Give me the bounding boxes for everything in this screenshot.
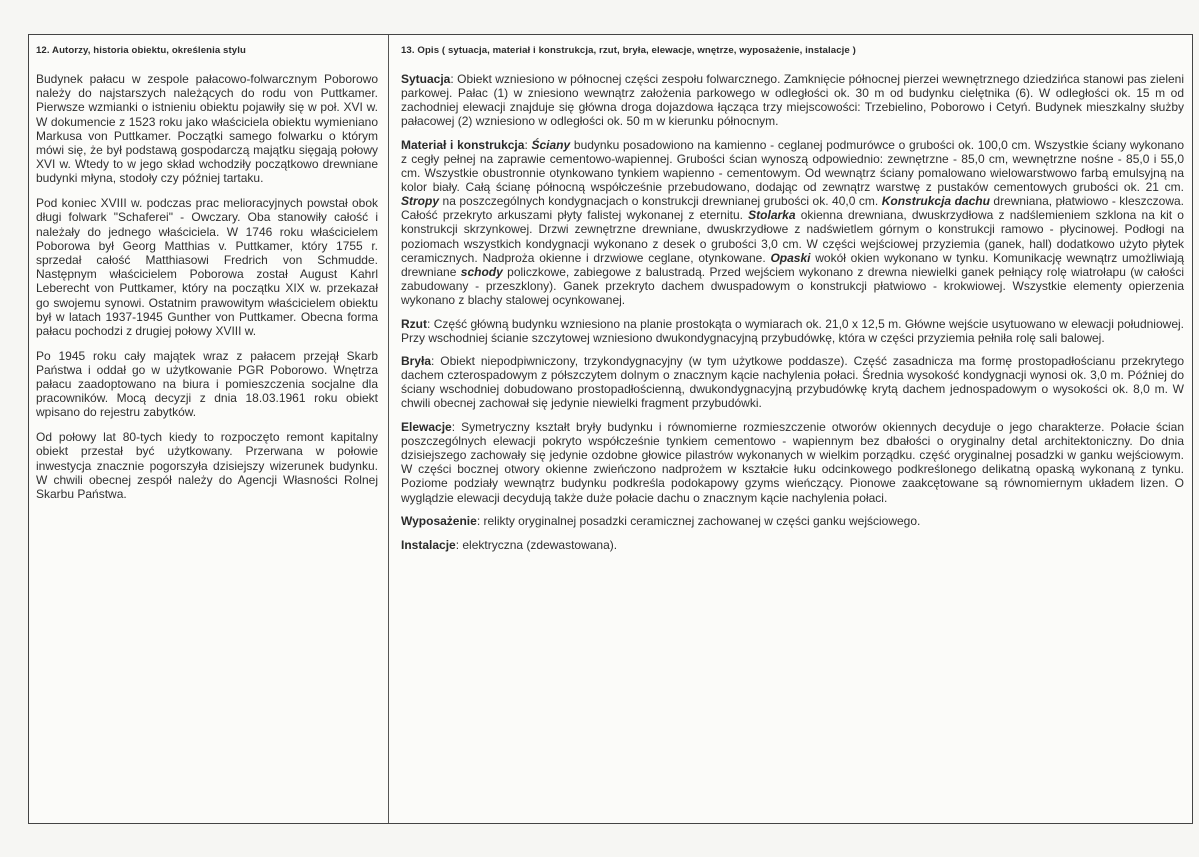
description-heading: 13. Opis ( sytuacja, materiał i konstrukcja, rzut, bryła, elewacje, wnętrze, wyposażenie, instalacje ) — [401, 45, 856, 56]
section-material — [401, 138, 1184, 307]
section-sytuacja — [401, 72, 1184, 128]
section-text: policzkowe, zabiegowe z balustradą. Przed wejściem wykonano z drewna niewielki ganek pełniący rolę wiatrołapu (w całości zabudowany - przeszklony). Ganek przekryto dachem dwuspadowym o konstrukcji płatwiowo - krokwiowej. Wszystkie elementy opierzenia wykonano z blachy stalowej ocynkowanej. — [401, 264, 1184, 307]
document-sheet — [28, 34, 1193, 824]
history-column — [36, 45, 378, 512]
section-text: okienna drewniana, dwuskrzydłowa z nadślemieniem szklona na kit o konstrukcji skrzynkowej. Drzwi zewnętrzne drewniane, dwuskrzydłowe z nadświetlem górnym o konstrukcji ramowo - płycinowej. Podłogi na poziomach wszystkich kondygnacji wykonano z desek o grubości 3,0 cm. W części wejściowej przyziemia (ganek, hall) dodatkowo użyto płytek ceramicznych. Nadproża okienne i drzwiowe ceglane, otynkowane. — [401, 208, 1184, 265]
history-paragraph-3: Po 1945 roku cały majątek wraz z pałacem przejął Skarb Państwa i oddał go w użytkowanie PGR Poborowo. Wnętrza pałacu zaadoptowano na biura i pomieszczenia socjalne dla pracowników. Mocą decyzji z dnia 18.03.1961 roku obiekt wpisano do rejestru zabytków. — [36, 348, 378, 420]
keyword-stropy: Stropy — [401, 194, 440, 209]
section-label: Rzut — [401, 316, 427, 331]
keyword-konstrukcja-dachu: Konstrukcja dachu — [881, 194, 990, 209]
column-divider — [388, 35, 389, 823]
section-text: : relikty oryginalnej posadzki ceramicznej zachowanej w części ganku wejściowego. — [476, 514, 921, 529]
section-elewacje — [401, 420, 1184, 505]
history-paragraph-1: Budynek pałacu w zespole pałacowo-folwarcznym Poborowo należy do najstarszych należących do rodu von Puttkamer. Pierwsze wzmianki o istnieniu obiektu pojawiły się w poł. XVI w. W dokumencie z 1523 roku jako właściciela obiektu wymieniano Markusa von Puttkamer. Początki samego folwarku o którym mówi się, że był podstawą gospodarczą majątku sięgają połowy XVI w. Wtedy to w jego skład wchodziły początkowo drewniane budynki młyna, stodoły czy później tartaku. — [36, 72, 378, 186]
section-text: budynku posadowiono na kamienno - ceglanej podmurówce o grubości ok. 100,0 cm. Wszystkie ściany wykonano z cegły pełnej na zaprawie cementowo-wapiennej. Grubości ścian wynoszą odpowiednio: zewnętrzne - 85,0 cm, wewnętrzne nośne - 85,0 i 55,0 cm. Wszystkie obustronnie otynkowano tynkiem wapienno - cementowym. Od wewnątrz ściany pomalowano wielowarstwowo farbą emulsyjną na kolor biały. Całą ścianę północną współcześnie przebudowano, dodając od zewnątrz warstwę z pustaków cementowych grubości ok. 21 cm. — [401, 137, 1185, 195]
keyword-schody: schody — [460, 264, 503, 279]
section-text: : elektryczna (zdewastowana). — [455, 537, 618, 552]
history-paragraph-2: Pod koniec XVIII w. podczas prac melioracyjnych powstał obok długi folwark "Schaferei" - Owczary. Oba stanowiły całość i należały do jednego właściciela. W 1746 roku właścicielem Poborowa był Georg Matthias v. Puttkamer, który 1755 r. sprzedał całość Matthiasowi Fredrich von Schmudde. Następnym właścicielem Poborowa został August Kahrl Leberecht von Puttkamer, który na początku XIX w. przekazał go swojemu synowi. Ostatnim prawowitym właścicielem obiektu był w latach 1937-1945 Gunther von Puttkamer. Obecna forma pałacu pochodzi z drugiej połowy XVIII w. — [36, 196, 378, 338]
keyword-opaski: Opaski — [770, 250, 811, 265]
section-instalacje — [401, 538, 1184, 552]
section-label: Instalacje — [401, 537, 456, 552]
section-text: : Część główną budynku wzniesiono na planie prostokąta o wymiarach ok. 21,0 x 12,5 m. Główne wejście usytuowano w elewacji południowej. Przy wschodniej ścianie szczytowej wzniesiono dwukondygnacyjną przybudówkę, która w części przyziemia pełniła rolę sali balowej. — [401, 316, 1184, 345]
section-text: na poszczególnych kondygnacjach o konstrukcji drewnianej grubości ok. 40,0 cm. — [439, 194, 882, 209]
section-label: Sytuacja — [401, 72, 451, 86]
section-label: Elewacje — [401, 420, 452, 435]
section-text: : Obiekt niepodpiwniczony, trzykondygnacyjny (w tym użytkowe poddasze). Część zasadnicza ma formę prostopadłościanu przekrytego dachem czterospadowym z półszczytem dolnym o znacznym kącie nachylenia połaci. Średnia wysokość kondygnacji wynosi ok. 3,0 m. Później do ściany wschodniej dobudowano prostopadłościenną, dwukondygnacyjną przybudówkę krytą dachem jednospadowym o wysokości ok. 8,0 m. W chwili obecnej zachował się jedynie niewielki fragment przybudówki. — [401, 354, 1184, 411]
description-column — [401, 45, 1184, 561]
section-label: Bryła — [401, 354, 432, 369]
section-label: Materiał i konstrukcja — [401, 137, 525, 152]
history-paragraph-4: Od połowy lat 80-tych kiedy to rozpoczęto remont kapitalny obiekt przestał być użytkowany. Przerwana w połowie inwestycja znacznie pogorszyła dzisiejszy wizerunek budynku. W chwili obecnej zespół należy do Agencji Własności Rolnej Skarbu Państwa. — [36, 430, 378, 501]
section-bryla — [401, 354, 1184, 410]
section-text: : Symetryczny kształt bryły budynku i równomierne rozmieszczenie otworów okiennych decyduje o jego charakterze. Połacie ścian poszczególnych elewacji pokryto współcześnie tynkiem cementowo - wapiennym bez dbałości o oryginalny detal architektoniczny. Do dnia dzisiejszego zachowały się jedynie ozdobne głowice pilastrów wykonanych w wielkim porządku. część oryginalnej posadzki w ganku wejściowym. W części bocznej otwory okienne zwieńczono nadprożem w kształcie łuku odcinkowego podkreślonego delikatną opaską wykonaną z tynku. Poziome podziały wewnątrz budynku podkreśla podokapowy gzyms wieńczący. Pionowe zaakcętowane są równomiernym układem lizen. O wyglądzie elewacji decydują także duże połacie dachu o znacznym kącie nachylenia połaci. — [401, 420, 1184, 505]
section-rzut — [401, 317, 1184, 345]
section-text: : — [524, 137, 532, 152]
history-heading: 12. Autorzy, historia obiektu, określenia stylu — [36, 45, 246, 56]
section-text: drewniana, płatwiowo - kleszczowa. Całość przekryto arkuszami płyty falistej wykonanej z eternitu. — [401, 194, 1184, 223]
section-text: : Obiekt wzniesiono w północnej części zespołu folwarcznego. Zamknięcie północnej pierzei wewnętrznego dziedzińca stanowi pas zieleni parkowej. Pałac (1) w zniesiono wewnątrz założenia parkowego w odległości ok. 30 m od budynku cielętnika (6). W odległości ok. 15 m od zachodniej elewacji znajduje się główna droga dojazdowa łącząca trzy miejscowości: Trzebielino, Poborowo i Cetyń. Budynek mieszkalny służby pałacowej (2) wzniesiono w odległości ok. 50 m w kierunku północnym. — [401, 72, 1184, 129]
section-wyposazenie — [401, 514, 1184, 528]
keyword-stolarka: Stolarka — [748, 208, 796, 223]
section-text: wokół okien wykonano w tynku. Komunikację wewnątrz umożliwiają drewniane — [401, 250, 1184, 279]
keyword-sciany: Ściany — [531, 137, 571, 152]
section-label: Wyposażenie — [401, 514, 477, 529]
